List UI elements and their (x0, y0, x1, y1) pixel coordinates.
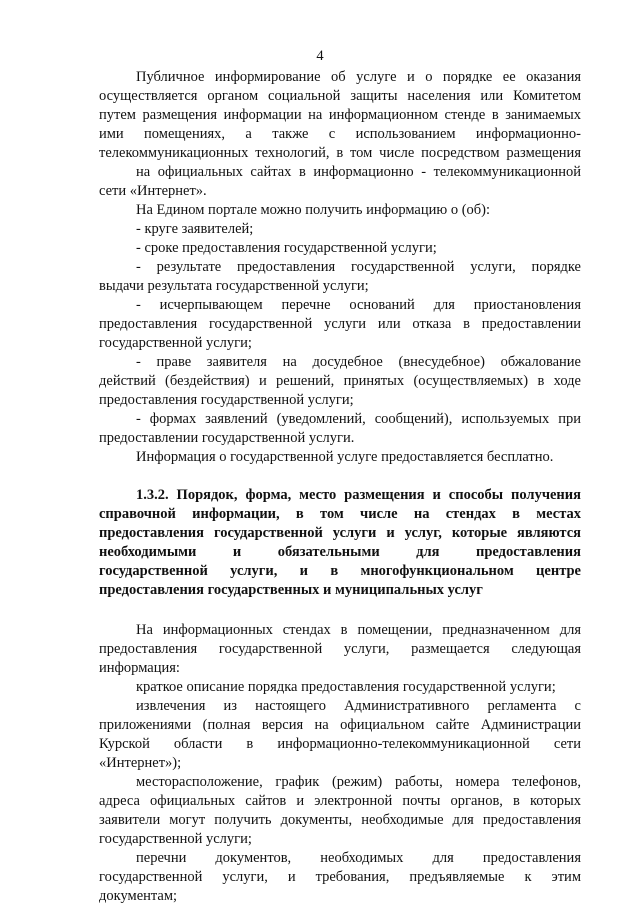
list-item: - сроке предоставления государственной услуги; (136, 240, 437, 256)
list-item: - исчерпывающем перечне оснований для приостановления (136, 297, 581, 313)
paragraph-line: краткое описание порядка предоставления государственной услуги; (136, 679, 556, 695)
paragraph-line: ими помещениях, а также с использованием информационно- (99, 126, 581, 142)
paragraph-line: приложениями (полная версия на официальном сайте Администрации (99, 717, 581, 733)
section-heading-line: предоставления государственной услуги и услуг, которые являются (99, 525, 581, 541)
paragraph-line: выдачи результата государственной услуги; (99, 278, 369, 294)
paragraph-line: На информационных стендах в помещении, предназначенном для (136, 622, 581, 638)
paragraph-line: государственной услуги; (99, 335, 252, 351)
list-item: - праве заявителя на досудебное (внесудебное) обжалование (136, 354, 581, 370)
paragraph-line: документам; (99, 888, 178, 904)
paragraph-line: сети «Интернет». (99, 183, 207, 199)
section-heading-line: справочной информации, в том числе на стендах в местах (99, 506, 581, 522)
paragraph-line: адреса официальных сайтов и электронной почты органов, в которых (99, 793, 581, 809)
paragraph-line: государственной услуги; (99, 831, 252, 847)
paragraph-line: Информация о государственной услуге предоставляется бесплатно. (136, 449, 554, 465)
paragraph-line: «Интернет»); (99, 755, 182, 771)
paragraph-line: Публичное информирование об услуге и о порядке ее оказания (136, 69, 581, 85)
paragraph-line: месторасположение, график (режим) работы, номера телефонов, (136, 774, 581, 790)
paragraph-line: государственной услуги, и требования, предъявляемые к этим (99, 869, 581, 885)
list-item: - результате предоставления государственной услуги, порядке (136, 259, 581, 275)
section-heading-line: предоставления государственных и муниципальных услуг (99, 582, 483, 598)
section-heading-line: необходимыми и обязательными для предоставления (99, 544, 581, 560)
paragraph-line: предоставления государственной услуги; (99, 392, 354, 408)
paragraph-line: перечни документов, необходимых для предоставления (136, 850, 581, 866)
paragraph-line: заявители могут получить документы, необходимые для предоставления (99, 812, 581, 828)
paragraph-line: предоставления государственной услуги или отказа в предоставлении (99, 316, 581, 332)
paragraph-line: извлечения из настоящего Административного регламента с (136, 698, 581, 714)
paragraph-line: телекоммуникационных технологий, в том числе посредством размещения (99, 145, 581, 161)
section-heading-line: 1.3.2. Порядок, форма, место размещения и способы получения (136, 487, 581, 503)
section-heading-line: государственной услуги, и в многофункциональном центре (99, 563, 581, 579)
paragraph-line: предоставления государственной услуги, размещается следующая (99, 641, 581, 657)
paragraph-line: информация: (99, 660, 180, 676)
list-item: - круге заявителей; (136, 221, 254, 237)
paragraph-line: осуществляется органом социальной защиты населения или Комитетом (99, 88, 581, 104)
paragraph-line: путем размещения информации на информационном стенде в занимаемых (99, 107, 581, 123)
paragraph-line: на официальных сайтах в информационно - телекоммуникационной (136, 164, 581, 180)
list-item: - формах заявлений (уведомлений, сообщений), используемых при (136, 411, 581, 427)
paragraph-line: действий (бездействия) и решений, принятых (осуществляемых) в ходе (99, 373, 581, 389)
page-number: 4 (316, 48, 324, 64)
paragraph-line: предоставлении государственной услуги. (99, 430, 355, 446)
paragraph-line: Курской области в информационно-телекоммуникационной сети (99, 736, 581, 752)
paragraph-line: На Едином портале можно получить информацию о (об): (136, 202, 491, 218)
